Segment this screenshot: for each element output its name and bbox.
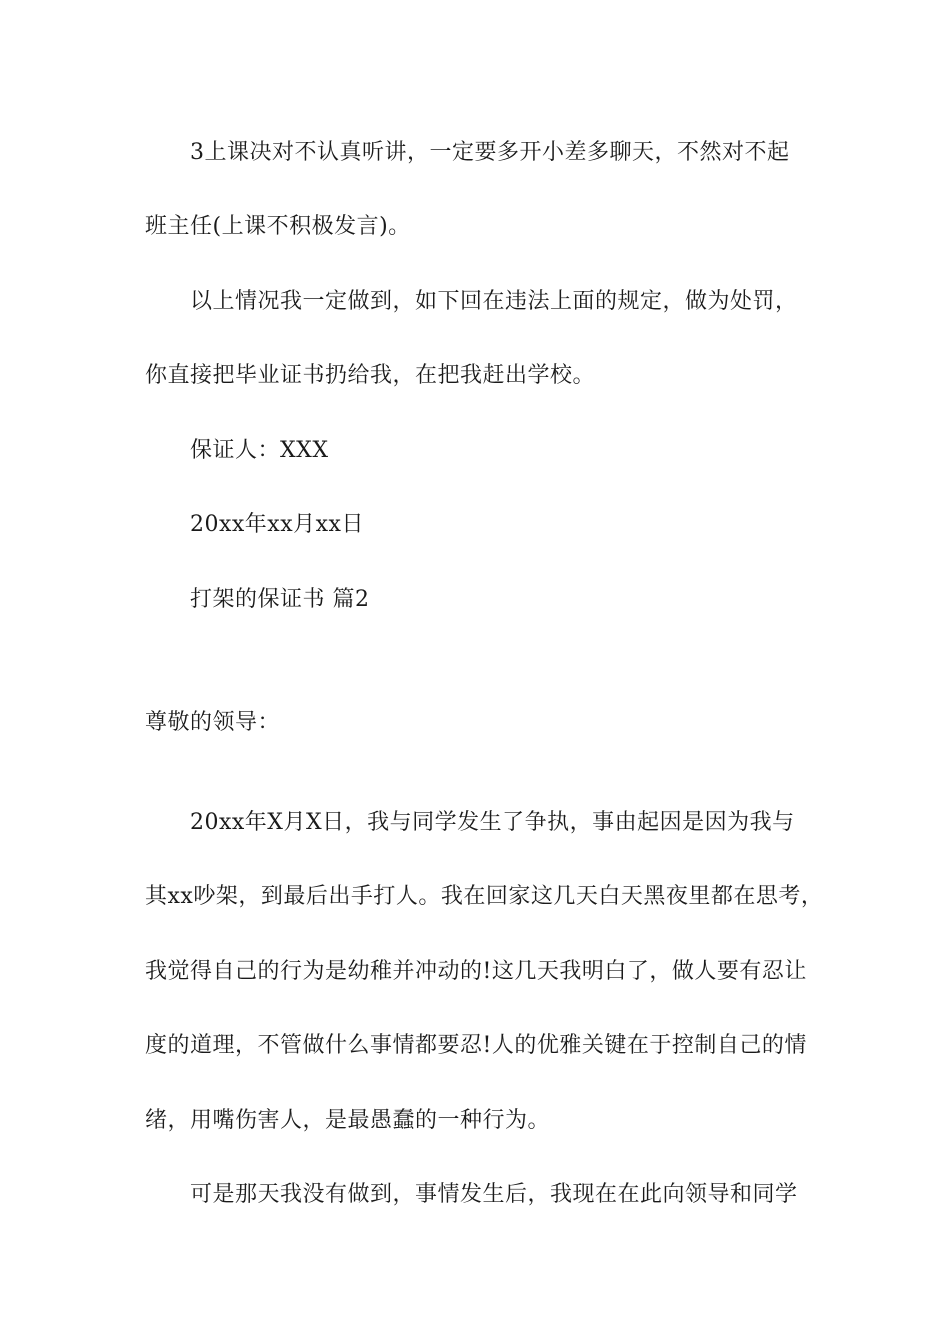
salutation-line: 尊敬的领导：	[145, 710, 281, 735]
paragraph-line: 以上情况我一定做到，如下回在违法上面的规定，做为处罚，	[190, 289, 798, 314]
paragraph-line: 3上课决对不认真听讲，一定要多开小差多聊天，不然对不起	[190, 140, 790, 165]
paragraph-line: 班主任(上课不积极发言)。	[145, 214, 411, 239]
paragraph-line: 绪，用嘴伤害人，是最愚蠢的一种行为。	[145, 1108, 551, 1133]
paragraph-line: 其xx吵架，到最后出手打人。我在回家这几天白天黑夜里都在思考，	[145, 884, 824, 909]
paragraph-line: 度的道理，不管做什么事情都要忍!人的优雅关键在于控制自己的情	[145, 1033, 807, 1058]
paragraph-line: 20xx年X月X日，我与同学发生了争执，事由起因是因为我与	[190, 810, 795, 835]
paragraph-line: 可是那天我没有做到，事情发生后，我现在在此向领导和同学	[190, 1182, 798, 1207]
section-heading: 打架的保证书 篇2	[190, 587, 370, 612]
signatory-line: 保证人：XXX	[190, 438, 329, 463]
paragraph-line: 你直接把毕业证书扔给我，在把我赶出学校。	[145, 363, 596, 388]
paragraph-line: 我觉得自己的行为是幼稚并冲动的!这几天我明白了，做人要有忍让	[145, 959, 807, 984]
date-line: 20xx年xx月xx日	[190, 512, 364, 537]
